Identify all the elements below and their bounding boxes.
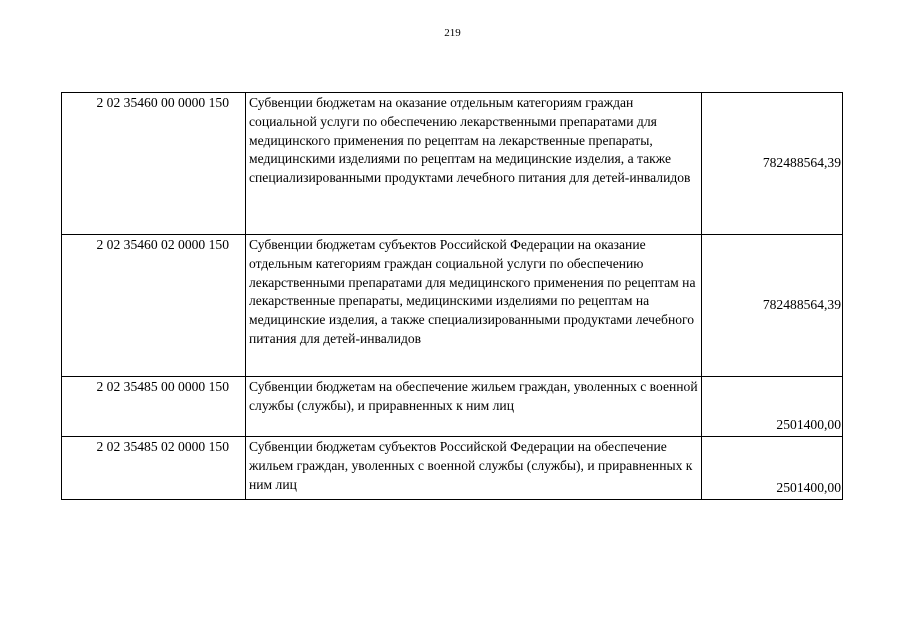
amount: 2501400,00 bbox=[702, 377, 843, 437]
table-row bbox=[62, 93, 843, 235]
table-row bbox=[62, 437, 843, 500]
table-row bbox=[62, 235, 843, 377]
revenue-description: Субвенции бюджетам субъектов Российской Федерации на обеспечение жильем граждан, уволенных с военной службы (службы), и приравненных к ним лиц bbox=[246, 437, 702, 500]
amount: 2501400,00 bbox=[702, 437, 843, 500]
revenue-description: Субвенции бюджетам на оказание отдельным категориям граждан социальной услуги по обеспечению лекарственными препаратами для медицинского применения по рецептам на лекарственные препараты, медицинскими изделиями по рецептам на медицинские изделия, а также специализированными продуктами лечебного питания для детей-инвалидов bbox=[246, 93, 702, 235]
budget-classification-code: 2 02 35460 02 0000 150 bbox=[62, 235, 246, 377]
budget-revenue-table bbox=[61, 92, 843, 500]
budget-classification-code: 2 02 35485 00 0000 150 bbox=[62, 377, 246, 437]
budget-classification-code: 2 02 35460 00 0000 150 bbox=[62, 93, 246, 235]
revenue-description: Субвенции бюджетам субъектов Российской Федерации на оказание отдельным категориям граждан социальной услуги по обеспечению лекарственными препаратами для медицинского применения по рецептам на лекарственные препараты, медицинскими изделиями по рецептам на медицинские изделия, а также специализированными продуктами лечебного питания для детей-инвалидов bbox=[246, 235, 702, 377]
page-number: 219 bbox=[444, 27, 461, 39]
amount: 782488564,39 bbox=[702, 93, 843, 235]
table-row bbox=[62, 377, 843, 437]
budget-classification-code: 2 02 35485 02 0000 150 bbox=[62, 437, 246, 500]
revenue-description: Субвенции бюджетам на обеспечение жильем граждан, уволенных с военной службы (службы), и приравненных к ним лиц bbox=[246, 377, 702, 437]
amount: 782488564,39 bbox=[702, 235, 843, 377]
